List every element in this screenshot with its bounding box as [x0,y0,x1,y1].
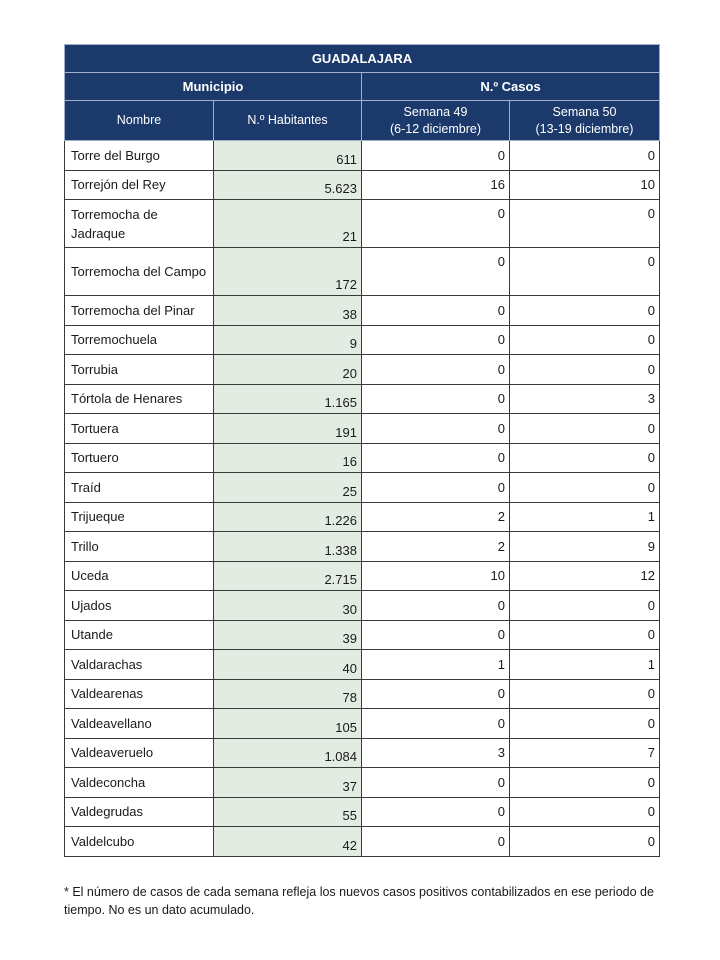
municipio-name: Valdeavellano [65,709,214,739]
week49-cases: 0 [362,248,510,296]
habitantes-value: 42 [214,827,362,857]
week49-cases: 3 [362,738,510,768]
habitantes-value: 1.084 [214,738,362,768]
municipio-name: Ujados [65,591,214,621]
municipio-name: Uceda [65,561,214,591]
habitantes-value: 1.226 [214,502,362,532]
col-week50-header [510,101,660,141]
habitantes-value: 55 [214,797,362,827]
table-row [65,473,660,503]
table-body [65,141,660,857]
week49-cases: 0 [362,355,510,385]
week49-cases: 0 [362,827,510,857]
table-row [65,738,660,768]
week50-cases: 0 [510,414,660,444]
habitantes-value: 172 [214,248,362,296]
footnote: * El número de casos de cada semana refleja los nuevos casos positivos contabilizados en ese periodo de tiempo. No es un dato acumulado. [64,885,654,917]
habitantes-value: 611 [214,141,362,171]
week50-label: Semana 50 [552,104,617,119]
habitantes-value: 38 [214,296,362,326]
week50-cases: 12 [510,561,660,591]
habitantes-value: 78 [214,679,362,709]
week49-cases: 0 [362,473,510,503]
week50-cases: 0 [510,797,660,827]
habitantes-value: 25 [214,473,362,503]
habitantes-value: 20 [214,355,362,385]
week49-cases: 0 [362,620,510,650]
habitantes-value: 16 [214,443,362,473]
table-row [65,296,660,326]
region-title: GUADALAJARA [65,45,660,73]
week49-cases: 0 [362,591,510,621]
week50-cases: 0 [510,709,660,739]
week49-label: Semana 49 [403,104,468,119]
week50-cases: 0 [510,679,660,709]
week50-cases: 3 [510,384,660,414]
table-row [65,561,660,591]
municipio-name: Valdegrudas [65,797,214,827]
municipio-name: Traíd [65,473,214,503]
week50-cases: 10 [510,170,660,200]
municipio-name: Valdarachas [65,650,214,680]
table-row [65,141,660,171]
table-row [65,200,660,248]
week49-cases: 0 [362,414,510,444]
municipio-name: Trijueque [65,502,214,532]
habitantes-value: 1.165 [214,384,362,414]
habitantes-value: 9 [214,325,362,355]
municipio-name: Tortuero [65,443,214,473]
municipio-name: Valdeconcha [65,768,214,798]
municipio-name: Torremocha de Jadraque [65,200,214,248]
municipio-name: Tortuera [65,414,214,444]
municipio-name: Torremocha del Pinar [65,296,214,326]
week49-cases: 0 [362,797,510,827]
table-row [65,532,660,562]
week50-cases: 0 [510,355,660,385]
habitantes-value: 105 [214,709,362,739]
week49-cases: 0 [362,384,510,414]
municipio-name: Torre del Burgo [65,141,214,171]
week49-cases: 2 [362,532,510,562]
week50-cases: 9 [510,532,660,562]
week50-cases: 0 [510,620,660,650]
week50-cases: 1 [510,502,660,532]
table-row [65,502,660,532]
table-row [65,709,660,739]
cases-table [64,44,660,857]
week49-cases: 0 [362,768,510,798]
habitantes-value: 21 [214,200,362,248]
habitantes-value: 191 [214,414,362,444]
municipio-name: Torremocha del Campo [65,248,214,296]
habitantes-value: 39 [214,620,362,650]
col-nombre-header: Nombre [65,101,214,141]
group-municipio-header: Municipio [65,73,362,101]
table-row [65,248,660,296]
week49-cases: 0 [362,325,510,355]
week50-cases: 0 [510,296,660,326]
municipio-name: Valdelcubo [65,827,214,857]
table-row [65,384,660,414]
week50-cases: 0 [510,591,660,621]
col-habitantes-header: N.º Habitantes [214,101,362,141]
week49-cases: 1 [362,650,510,680]
week50-cases: 0 [510,443,660,473]
table-row [65,355,660,385]
week50-cases: 0 [510,248,660,296]
municipio-name: Valdeaveruelo [65,738,214,768]
week49-cases: 0 [362,443,510,473]
week49-cases: 2 [362,502,510,532]
week49-cases: 0 [362,709,510,739]
table-row [65,768,660,798]
group-casos-header: N.º Casos [362,73,660,101]
habitantes-value: 30 [214,591,362,621]
col-week49-header [362,101,510,141]
week50-cases: 0 [510,141,660,171]
week50-cases: 0 [510,768,660,798]
habitantes-value: 37 [214,768,362,798]
table-row [65,170,660,200]
table-row [65,414,660,444]
table-row [65,443,660,473]
week50-cases: 1 [510,650,660,680]
municipio-name: Torrejón del Rey [65,170,214,200]
municipio-name: Utande [65,620,214,650]
week50-cases: 0 [510,827,660,857]
table-row [65,797,660,827]
habitantes-value: 5.623 [214,170,362,200]
habitantes-value: 2.715 [214,561,362,591]
municipio-name: Torrubia [65,355,214,385]
week50-cases: 0 [510,325,660,355]
table-row [65,679,660,709]
municipio-name: Torremochuela [65,325,214,355]
week49-cases: 0 [362,296,510,326]
week49-cases: 16 [362,170,510,200]
week49-cases: 0 [362,141,510,171]
week50-dates: (13-19 diciembre) [535,121,634,136]
table-row [65,591,660,621]
table-row [65,325,660,355]
municipio-name: Tórtola de Henares [65,384,214,414]
week50-cases: 0 [510,473,660,503]
habitantes-value: 1.338 [214,532,362,562]
week50-cases: 0 [510,200,660,248]
week50-cases: 7 [510,738,660,768]
municipio-name: Trillo [65,532,214,562]
table-row [65,650,660,680]
table-row [65,827,660,857]
municipio-name: Valdearenas [65,679,214,709]
habitantes-value: 40 [214,650,362,680]
week49-cases: 10 [362,561,510,591]
week49-dates: (6-12 diciembre) [389,121,481,136]
week49-cases: 0 [362,679,510,709]
week49-cases: 0 [362,200,510,248]
table-row [65,620,660,650]
